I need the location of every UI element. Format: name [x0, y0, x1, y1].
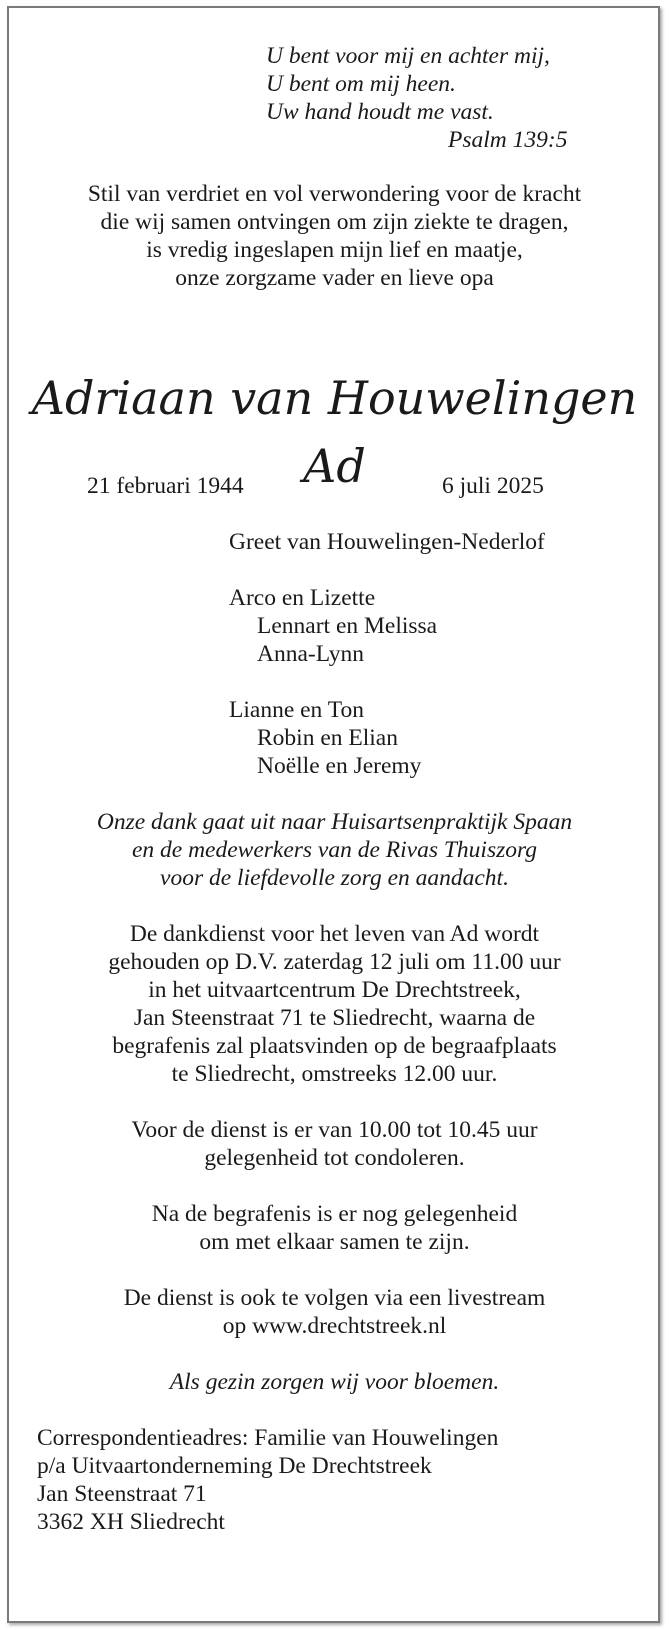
birth-date: 21 februari 1944 [87, 473, 244, 499]
condolence-line: Voor de dienst is er van 10.00 tot 10.45 uur [131, 1117, 538, 1143]
death-date: 6 juli 2025 [442, 473, 544, 499]
intro-line: Stil van verdriet en vol verwondering voor de kracht [87, 181, 582, 207]
service-line: Jan Steenstraat 71 te Sliedrecht, waarna de [133, 1005, 536, 1031]
flowers-note: Als gezin zorgen wij voor bloemen. [169, 1369, 500, 1395]
grandchild-name: Noëlle en Jeremy [257, 753, 422, 779]
child-name: Lianne en Ton [229, 697, 364, 723]
service-line: begrafenis zal plaatsvinden op de begraafplaats [112, 1033, 557, 1059]
livestream-line: op www.drechtstreek.nl [222, 1313, 447, 1339]
thanks-line: Onze dank gaat uit naar Huisartsenpraktijk Spaan [96, 809, 573, 835]
grandchild-name: Anna-Lynn [257, 641, 365, 667]
service-line: in het uitvaartcentrum De Drechtstreek, [148, 977, 521, 1003]
correspondence-line: Jan Steenstraat 71 [37, 1481, 207, 1507]
condolence-line: gelegenheid tot condoleren. [204, 1145, 465, 1171]
intro-line: die wij samen ontvingen om zijn ziekte te dragen, [100, 209, 569, 235]
child-name: Arco en Lizette [229, 585, 376, 611]
service-line: te Sliedrecht, omstreeks 12.00 uur. [171, 1061, 498, 1087]
livestream-line: De dienst is ook te volgen via een livestream [123, 1285, 546, 1311]
service-line: gehouden op D.V. zaterdag 12 juli om 11.00 uur [108, 949, 561, 975]
intro-line: onze zorgzame vader en lieve opa [175, 265, 494, 291]
psalm-reference: Psalm 139:5 [448, 127, 568, 153]
intro-line: is vredig ingeslapen mijn lief en maatje, [146, 237, 523, 263]
thanks-line: voor de liefdevolle zorg en aandacht. [160, 865, 509, 891]
grandchild-name: Robin en Elian [257, 725, 398, 751]
deceased-name: Adriaan van Houwelingen [31, 371, 638, 425]
gathering-line: om met elkaar samen te zijn. [199, 1229, 470, 1255]
grandchild-name: Lennart en Melissa [257, 613, 438, 639]
service-line: De dankdienst voor het leven van Ad wordt [129, 921, 540, 947]
correspondence-line: Correspondentieadres: Familie van Houwelingen [37, 1425, 499, 1451]
correspondence-line: 3362 XH Sliedrecht [37, 1509, 225, 1535]
spouse-name: Greet van Houwelingen-Nederlof [229, 529, 545, 555]
psalm-line: U bent voor mij en achter mij, [266, 43, 550, 69]
correspondence-line: p/a Uitvaartonderneming De Drechtstreek [37, 1453, 432, 1479]
thanks-line: en de medewerkers van de Rivas Thuiszorg [131, 837, 538, 863]
psalm-line: U bent om mij heen. [266, 71, 456, 97]
deceased-nickname: Ad [303, 439, 366, 493]
gathering-line: Na de begrafenis is er nog gelegenheid [151, 1201, 518, 1227]
psalm-line: Uw hand houdt me vast. [266, 99, 494, 125]
